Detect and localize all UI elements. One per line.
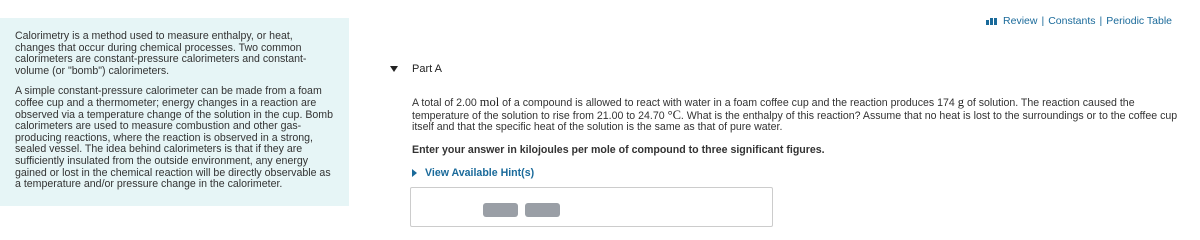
view-hints-toggle[interactable] <box>412 167 534 179</box>
answer-input-box[interactable] <box>410 187 773 227</box>
link-separator: | <box>1099 15 1103 27</box>
review-icon <box>986 18 997 25</box>
part-a-header[interactable] <box>390 63 442 75</box>
top-links <box>986 15 1172 27</box>
question-text-segment: of solution. The reaction caused the temperature of the solution to rise from 21.00 to 24.70 <box>412 97 1135 122</box>
question-text <box>412 97 1192 134</box>
question-text-segment: . What is the enthalpy of this reaction? Assume that no heat is lost to the surroundings or to the coffee cup itself and that the specific heat of the solution is the same as that of pure water. <box>412 109 1178 134</box>
answer-instruction: Enter your answer in kilojoules per mole of compound to three significant figures. <box>412 144 825 156</box>
collapse-caret-icon[interactable] <box>390 66 398 72</box>
question-text-segment: A total of 2.00 <box>412 97 480 109</box>
unit-g: g <box>957 95 964 109</box>
intro-paragraph-2: A simple constant-pressure calorimeter can be made from a foam coffee cup and a thermometer; energy changes in a reaction are observed via a temperature change of the solution in the cup. Bomb calorimeters are used to measure combustion and other gas-producing reactions, where the reaction is observed in a strong, sealed vessel. The idea behind calorimeters is that if they are sufficiently insulated from the outside environment, any energy gained or lost in the chemical reaction will be directly observable as a temperature and/or pressure change in the calorimeter. <box>15 85 334 191</box>
part-label: Part A <box>412 63 442 75</box>
intro-panel <box>0 18 349 206</box>
expand-triangle-icon[interactable] <box>412 169 417 177</box>
unit-celsius: °C <box>667 107 681 122</box>
constants-link[interactable]: Constants <box>1048 15 1096 27</box>
periodic-table-link[interactable]: Periodic Table <box>1106 15 1172 27</box>
link-separator: | <box>1041 15 1045 27</box>
symbol-button[interactable] <box>525 203 560 217</box>
hint-label[interactable]: View Available Hint(s) <box>425 167 535 179</box>
intro-paragraph-1: Calorimetry is a method used to measure enthalpy, or heat, changes that occur during chemical processes. Two common calorimeters are constant-pressure calorimeters and constant-volume (or "bomb") calorimeters. <box>15 30 307 77</box>
question-text-segment: of a compound is allowed to react with water in a foam coffee cup and the reaction produces 174 <box>499 97 958 109</box>
review-link[interactable]: Review <box>1003 15 1038 27</box>
unit-mol: mol <box>479 95 500 109</box>
template-button[interactable] <box>483 203 518 217</box>
